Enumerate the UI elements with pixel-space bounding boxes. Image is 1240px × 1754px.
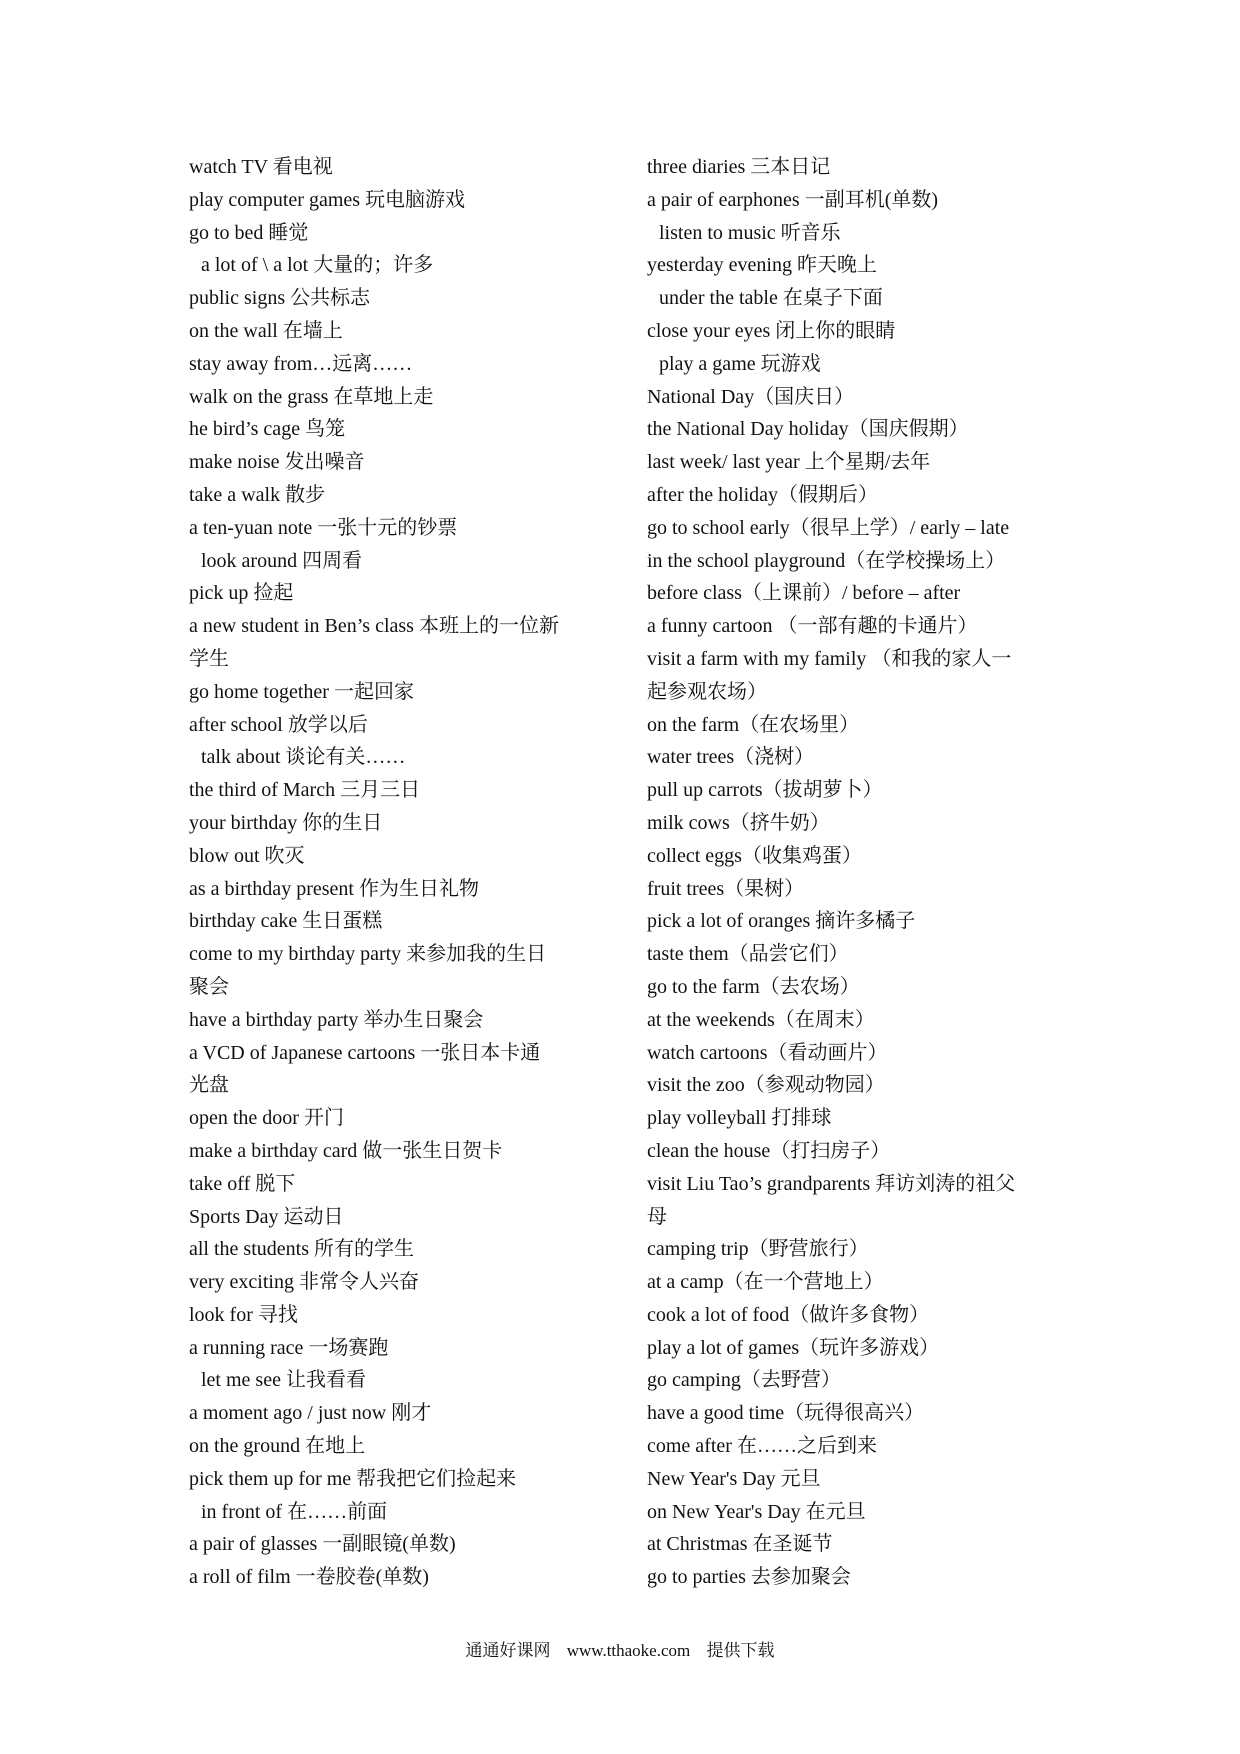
vocab-line: public signs 公共标志 (189, 287, 371, 310)
vocab-line: play a game 玩游戏 (659, 352, 821, 375)
vocab-line: go to school early（很早上学）/ early – late (647, 516, 1010, 539)
vocab-line: very exciting 非常令人兴奋 (189, 1271, 419, 1294)
vocab-line: stay away from…远离…… (189, 352, 413, 375)
vocab-line: fruit trees（果树） (647, 877, 805, 900)
vocab-line: under the table 在桌子下面 (659, 287, 883, 310)
vocab-line: blow out 吹灭 (189, 844, 305, 867)
vocab-line: open the door 开门 (189, 1107, 344, 1130)
vocab-line: a funny cartoon （一部有趣的卡通片） (647, 615, 978, 638)
vocab-line-continuation: 学生 (189, 647, 229, 670)
vocab-line: a running race 一场赛跑 (189, 1336, 389, 1359)
vocab-line: Sports Day 运动日 (189, 1205, 344, 1228)
footer-url[interactable]: www.tthaoke.com (566, 1641, 691, 1660)
vocab-line: at the weekends（在周末） (647, 1008, 875, 1031)
vocab-line: as a birthday present 作为生日礼物 (189, 877, 479, 900)
vocab-line: birthday cake 生日蛋糕 (189, 910, 383, 933)
vocab-line: visit the zoo（参观动物园） (647, 1074, 885, 1097)
vocab-line: let me see 让我看看 (201, 1369, 366, 1392)
vocab-line: talk about 谈论有关…… (201, 746, 406, 769)
vocab-line: come to my birthday party 来参加我的生日 (189, 943, 547, 966)
vocab-line: go camping（去野营） (647, 1369, 841, 1392)
vocab-line: pick up 捡起 (189, 582, 294, 605)
vocab-line: a VCD of Japanese cartoons 一张日本卡通 (189, 1041, 541, 1064)
vocab-line: collect eggs（收集鸡蛋） (647, 844, 862, 867)
left-vocabulary-column (189, 151, 619, 1594)
vocab-line: camping trip（野营旅行） (647, 1238, 869, 1261)
vocab-line: take a walk 散步 (189, 483, 326, 506)
vocab-line: watch TV 看电视 (189, 156, 333, 178)
vocab-line: milk cows（挤牛奶） (647, 811, 830, 834)
vocab-line: he bird’s cage 鸟笼 (189, 418, 346, 441)
vocab-line: watch cartoons（看动画片） (647, 1041, 888, 1064)
vocab-line: play computer games 玩电脑游戏 (189, 188, 466, 211)
vocab-line: in front of 在……前面 (201, 1500, 388, 1523)
vocab-line: before class（上课前）/ before – after (647, 582, 961, 605)
vocab-line: after the holiday（假期后） (647, 483, 879, 506)
vocab-line: go to parties 去参加聚会 (647, 1566, 851, 1589)
vocab-line: a pair of glasses 一副眼镜(单数) (189, 1533, 456, 1556)
vocab-line: look for 寻找 (189, 1303, 298, 1326)
vocab-line: make a birthday card 做一张生日贺卡 (189, 1139, 503, 1162)
vocab-line: taste them（品尝它们） (647, 943, 849, 966)
vocab-line: the National Day holiday（国庆假期） (647, 418, 969, 441)
vocab-line: three diaries 三本日记 (647, 156, 831, 178)
vocab-line-continuation: 光盘 (189, 1074, 229, 1097)
vocab-line: pick a lot of oranges 摘许多橘子 (647, 910, 916, 933)
vocab-line: walk on the grass 在草地上走 (189, 385, 434, 408)
vocab-line: have a birthday party 举办生日聚会 (189, 1008, 484, 1031)
vocab-line: visit a farm with my family （和我的家人一 (647, 647, 1012, 670)
vocab-line: New Year's Day 元旦 (647, 1467, 821, 1490)
vocab-line: a lot of \ a lot 大量的；许多 (201, 254, 434, 277)
vocab-line: go home together 一起回家 (189, 680, 414, 703)
vocab-line: have a good time（玩得很高兴） (647, 1402, 925, 1425)
vocab-line: after school 放学以后 (189, 713, 368, 736)
vocab-line: a moment ago / just now 刚才 (189, 1402, 432, 1425)
vocab-line: in the school playground（在学校操场上） (647, 549, 1006, 572)
vocab-line: pick them up for me 帮我把它们捡起来 (189, 1467, 517, 1490)
vocab-line-continuation: 聚会 (189, 975, 229, 998)
footer-note: 提供下载 (706, 1641, 775, 1660)
vocab-line: a new student in Ben’s class 本班上的一位新 (189, 615, 559, 638)
vocab-line: go to the farm（去农场） (647, 975, 860, 998)
vocab-line: last week/ last year 上个星期/去年 (647, 451, 931, 474)
vocab-line: water trees（浇树） (647, 746, 815, 769)
vocab-line: a roll of film 一卷胶卷(单数) (189, 1566, 429, 1589)
vocab-line: look around 四周看 (201, 549, 363, 572)
vocab-line: on the ground 在地上 (189, 1435, 366, 1458)
vocab-line: a ten-yuan note 一张十元的钞票 (189, 516, 458, 539)
vocab-line: pull up carrots（拔胡萝卜） (647, 779, 883, 802)
vocab-line: all the students 所有的学生 (189, 1238, 414, 1261)
right-vocabulary-column (647, 151, 1077, 1594)
vocab-line: yesterday evening 昨天晚上 (647, 254, 877, 277)
vocab-line: play a lot of games（玩许多游戏） (647, 1336, 940, 1359)
vocab-line: on New Year's Day 在元旦 (647, 1500, 866, 1523)
vocab-line: National Day（国庆日） (647, 385, 855, 408)
vocab-line-continuation: 起参观农场） (647, 680, 767, 703)
vocab-line: on the wall 在墙上 (189, 319, 343, 342)
vocab-line: go to bed 睡觉 (189, 221, 309, 244)
vocab-line: a pair of earphones 一副耳机(单数) (647, 188, 939, 211)
vocab-line: on the farm（在农场里） (647, 713, 860, 736)
vocab-line: at Christmas 在圣诞节 (647, 1533, 833, 1556)
vocab-line-continuation: 母 (647, 1205, 667, 1228)
vocab-line: your birthday 你的生日 (189, 811, 383, 834)
vocab-line: the third of March 三月三日 (189, 779, 421, 802)
vocab-line: come after 在……之后到来 (647, 1435, 877, 1458)
vocab-line: play volleyball 打排球 (647, 1107, 832, 1130)
vocab-line: cook a lot of food（做许多食物） (647, 1303, 930, 1326)
vocab-line: at a camp（在一个营地上） (647, 1271, 884, 1294)
vocab-line: close your eyes 闭上你的眼睛 (647, 319, 896, 342)
page-footer (0, 1636, 1240, 1661)
vocab-line: clean the house（打扫房子） (647, 1139, 891, 1162)
footer-site-name: 通通好课网 (465, 1641, 551, 1660)
vocab-line: make noise 发出噪音 (189, 451, 365, 474)
vocab-line: listen to music 听音乐 (659, 221, 841, 244)
vocab-line: visit Liu Tao’s grandparents 拜访刘涛的祖父 (647, 1172, 1016, 1195)
vocab-line: take off 脱下 (189, 1172, 296, 1195)
